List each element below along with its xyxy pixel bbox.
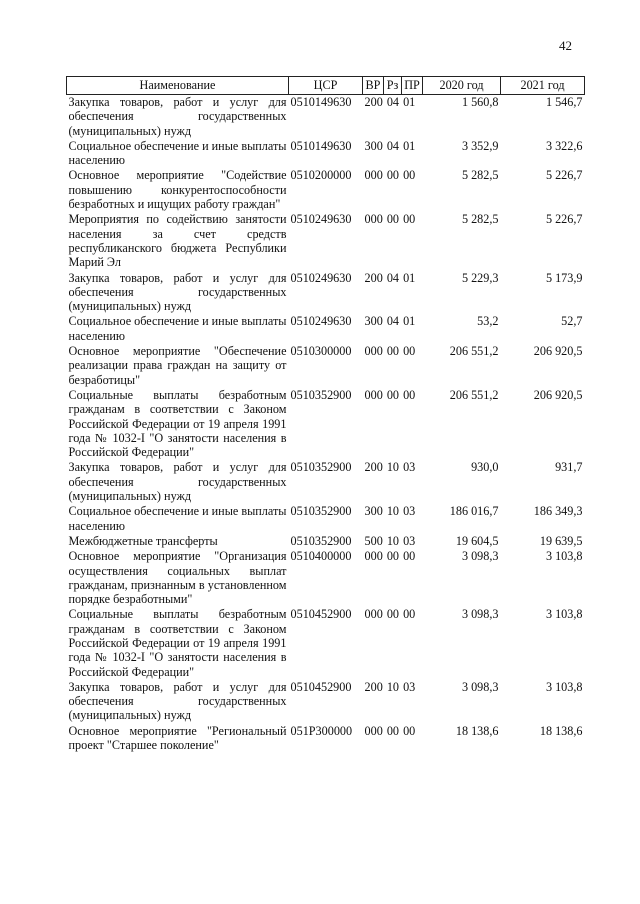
row-csr: 0510352900	[290, 504, 352, 519]
row-value-2021: 3 103,8	[545, 607, 583, 622]
table-row	[67, 607, 585, 679]
row-value-2021: 931,7	[555, 460, 583, 475]
row-code: 000 00 00	[364, 168, 416, 183]
row-value-2021: 5 226,7	[545, 212, 583, 227]
row-code: 200 10 03	[364, 679, 416, 694]
row-name: Закупка товаров, работ и услуг для обеспечения государственных (муниципальных) нужд	[68, 270, 287, 314]
row-csr: 0510352900	[290, 460, 352, 475]
row-csr: 0510149630	[290, 138, 352, 153]
row-csr: 0510352900	[290, 533, 352, 548]
row-value-2020: 3 098,3	[461, 679, 499, 694]
table-row	[67, 504, 585, 534]
row-code: 000 00 00	[364, 212, 416, 227]
row-name: Основное мероприятие "Содействие повышению конкурентоспособности безработных и ищущих работу граждан"	[68, 168, 287, 212]
table-row	[67, 95, 585, 139]
row-value-2020: 3 352,9	[461, 138, 499, 153]
row-value-2021: 5 226,7	[545, 168, 583, 183]
row-value-2021: 1 546,7	[545, 95, 583, 109]
row-value-2020: 5 282,5	[461, 212, 499, 227]
row-name: Социальные выплаты безработным гражданам в соответствии с Законом Российской Федерации от 19 апреля 1991 года № 1032-I "О занятости населения в Российской Федерации"	[68, 607, 287, 679]
row-value-2020: 5 282,5	[461, 168, 499, 183]
row-value-2021: 18 138,6	[539, 723, 583, 738]
table-row	[67, 168, 585, 212]
row-value-2021: 3 103,8	[545, 549, 583, 564]
row-code: 000 00 00	[364, 387, 416, 402]
table-row	[67, 314, 585, 344]
table-header-row	[67, 77, 585, 95]
table-row	[67, 139, 585, 169]
row-value-2020: 206 551,2	[449, 344, 499, 359]
row-code: 300 04 01	[364, 314, 416, 329]
table-row	[67, 212, 585, 270]
row-value-2020: 3 098,3	[461, 549, 499, 564]
row-code: 000 00 00	[364, 344, 416, 359]
row-value-2021: 206 920,5	[533, 344, 583, 359]
row-value-2020: 1 560,8	[461, 95, 499, 109]
table-row	[67, 344, 585, 388]
row-csr: 0510249630	[290, 314, 352, 329]
budget-table	[66, 76, 585, 753]
header-2020: 2020 год	[423, 77, 501, 95]
row-value-2021: 3 103,8	[545, 679, 583, 694]
row-value-2020: 5 229,3	[461, 270, 499, 285]
row-value-2020: 18 138,6	[455, 723, 499, 738]
table-body	[67, 95, 585, 754]
row-csr: 0510300000	[290, 344, 352, 359]
row-name: Мероприятия по содействию занятости населения за счет средств республиканского бюджета Республики Марий Эл	[68, 212, 287, 270]
row-csr: 0510149630	[290, 95, 352, 109]
row-code: 300 10 03	[364, 504, 416, 519]
table-row	[67, 680, 585, 724]
row-name: Социальное обеспечение и иные выплаты населению	[68, 138, 287, 168]
table-row	[67, 534, 585, 549]
row-code: 300 04 01	[364, 138, 416, 153]
row-csr: 0510452900	[290, 679, 352, 694]
row-csr: 0510400000	[290, 549, 352, 564]
row-csr: 0510200000	[290, 168, 352, 183]
row-value-2020: 19 604,5	[455, 533, 499, 548]
page-number: 42	[559, 38, 572, 53]
row-value-2020: 186 016,7	[449, 504, 499, 519]
header-name: Наименование	[67, 77, 289, 95]
row-code: 500 10 03	[364, 533, 416, 548]
row-csr: 051P300000	[290, 723, 353, 738]
row-value-2020: 206 551,2	[449, 387, 499, 402]
header-2021: 2021 год	[501, 77, 585, 95]
row-value-2021: 19 639,5	[539, 533, 583, 548]
row-value-2021: 3 322,6	[545, 138, 583, 153]
row-name: Социальное обеспечение и иные выплаты населению	[68, 504, 287, 533]
row-value-2020: 53,2	[477, 314, 499, 329]
row-name: Основное мероприятие "Организация осуществления социальных выплат гражданам, признанным в установленном порядке безработными"	[68, 549, 287, 607]
row-code: 200 10 03	[364, 460, 416, 475]
row-name: Межбюджетные трансферты	[68, 533, 218, 548]
row-csr: 0510352900	[290, 387, 352, 402]
row-csr: 0510249630	[290, 212, 352, 227]
row-code: 200 04 01	[364, 270, 416, 285]
table-row	[67, 549, 585, 607]
row-name: Закупка товаров, работ и услуг для обеспечения государственных (муниципальных) нужд	[68, 95, 287, 138]
row-value-2020: 930,0	[471, 460, 499, 475]
row-name: Закупка товаров, работ и услуг для обеспечения государственных (муниципальных) нужд	[68, 679, 287, 723]
header-vr: ВР	[363, 77, 384, 95]
row-value-2021: 5 173,9	[545, 270, 583, 285]
row-code: 000 00 00	[364, 723, 416, 738]
row-value-2020: 3 098,3	[461, 607, 499, 622]
row-value-2021: 52,7	[561, 314, 583, 329]
row-name: Основное мероприятие "Региональный проект "Старшее поколение"	[68, 723, 287, 753]
row-value-2021: 186 349,3	[533, 504, 583, 519]
header-csr: ЦСР	[289, 77, 363, 95]
row-name: Основное мероприятие "Обеспечение реализации права граждан на защиту от безработицы"	[68, 344, 287, 387]
table-row	[67, 271, 585, 315]
row-code: 000 00 00	[364, 607, 416, 622]
row-csr: 0510249630	[290, 270, 352, 285]
table-row	[67, 460, 585, 504]
row-csr: 0510452900	[290, 607, 352, 622]
table-row	[67, 388, 585, 460]
row-value-2021: 206 920,5	[533, 387, 583, 402]
row-name: Социальные выплаты безработным гражданам в соответствии с Законом Российской Федерации от 19 апреля 1991 года № 1032-I "О занятости населения в Российской Федерации"	[68, 387, 287, 460]
row-code: 000 00 00	[364, 549, 416, 564]
header-pr: ПР	[402, 77, 423, 95]
row-name: Закупка товаров, работ и услуг для обеспечения государственных (муниципальных) нужд	[68, 460, 287, 504]
row-code: 200 04 01	[364, 95, 416, 109]
table-row	[67, 724, 585, 754]
row-name: Социальное обеспечение и иные выплаты населению	[68, 314, 287, 343]
header-rz: Рз	[384, 77, 402, 95]
